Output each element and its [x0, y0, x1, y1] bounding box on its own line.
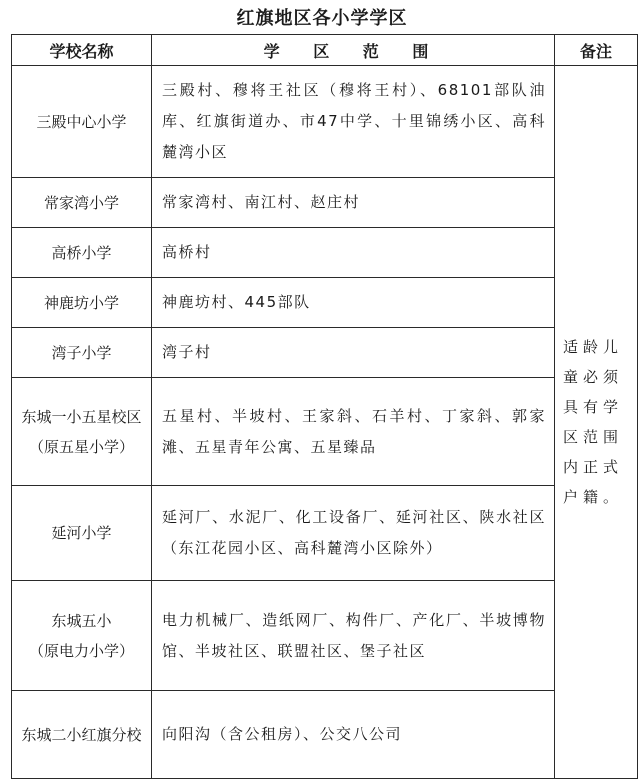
school-district-table: [11, 34, 638, 779]
school-name-cell: 神鹿坊小学: [12, 278, 152, 328]
school-name-cell: 常家湾小学: [12, 178, 152, 228]
table-row: [12, 691, 638, 779]
table-header-row: [12, 35, 638, 66]
note-cell: 适龄儿童必须具有学区范围内正式户籍。: [555, 66, 638, 779]
table-row: [12, 178, 638, 228]
district-range-cell: 神鹿坊村、445部队: [152, 278, 555, 328]
school-name-cell: 东城五小 （原电力小学）: [12, 581, 152, 691]
table-row: [12, 378, 638, 486]
district-range-cell: 延河厂、水泥厂、化工设备厂、延河社区、陕水社区（东江花园小区、高科麓湾小区除外）: [152, 486, 555, 581]
school-name-cell: 三殿中心小学: [12, 66, 152, 178]
district-range-cell: 常家湾村、南江村、赵庄村: [152, 178, 555, 228]
table-row: [12, 328, 638, 378]
page-title: 红旗地区各小学学区: [236, 8, 408, 29]
district-range-cell: 电力机械厂、造纸网厂、构件厂、产化厂、半坡博物馆、半坡社区、联盟社区、堡子社区: [152, 581, 555, 691]
district-range-cell: 高桥村: [152, 228, 555, 278]
school-name-cell: 湾子小学: [12, 328, 152, 378]
table-row: [12, 278, 638, 328]
table-row: [12, 66, 638, 178]
school-name-cell: 东城二小红旗分校: [12, 691, 152, 779]
header-school: 学校名称: [12, 35, 152, 66]
school-name-cell: 高桥小学: [12, 228, 152, 278]
district-range-cell: 五星村、半坡村、王家斜、石羊村、丁家斜、郭家滩、五星青年公寓、五星臻品: [152, 378, 555, 486]
table-row: [12, 228, 638, 278]
district-range-cell: 向阳沟（含公租房）、公交八公司: [152, 691, 555, 779]
district-range-cell: 湾子村: [152, 328, 555, 378]
header-range: 学 区 范 围: [152, 35, 555, 66]
school-name-cell: 东城一小五星校区 （原五星小学）: [12, 378, 152, 486]
district-range-cell: 三殿村、穆将王社区（穆将王村）、68101部队油库、红旗街道办、市47中学、十里锦绣小区、高科麓湾小区: [152, 66, 555, 178]
table-row: [12, 581, 638, 691]
header-note: 备注: [555, 35, 638, 66]
school-name-cell: 延河小学: [12, 486, 152, 581]
table-row: [12, 486, 638, 581]
